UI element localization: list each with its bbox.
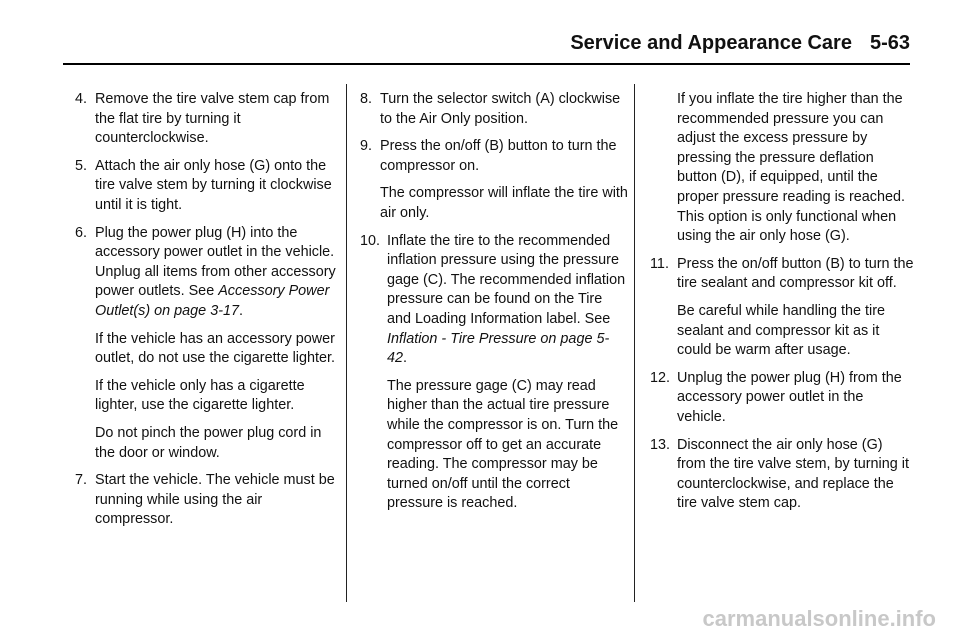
step-5: [75, 157, 337, 216]
column-divider-1: [346, 84, 347, 602]
step-body: [95, 224, 337, 322]
step-4: [75, 90, 337, 149]
step-6-note-1: If the vehicle has an accessory power outlet, do not use the cigarette lighter.: [95, 330, 336, 367]
step-number: 4.: [75, 91, 88, 107]
cross-reference-link[interactable]: Accessory Power Outlet(s) on page 3-17: [95, 283, 330, 319]
column-3: [650, 90, 915, 522]
step-9-note: The compressor will inflate the tire with air only.: [380, 185, 628, 221]
step-text: Remove the tire valve stem cap from the flat tire by turning it counterclockwise.: [95, 91, 330, 147]
step-text-end: .: [239, 302, 243, 319]
step-12: [650, 369, 915, 428]
step-text: Start the vehicle. The vehicle must be running while using the air compressor.: [95, 472, 335, 528]
step-10-note-1: The pressure gage (C) may read higher than the actual tire pressure while the compressor is on. Turn the compressor off to get an accurate reading. The compressor may be turned on/off until the correct pressure is reached.: [387, 377, 619, 512]
cross-reference-link[interactable]: Inflation - Tire Pressure on page 5-42: [387, 330, 610, 367]
step-8: [360, 90, 628, 129]
step-number: 7.: [75, 472, 88, 489]
step-9: [360, 137, 628, 176]
step-body: [387, 232, 628, 369]
watermark-logo: carmanualsonline.info: [702, 606, 936, 631]
step-number: 5.: [75, 157, 88, 174]
column-2: [360, 90, 628, 522]
step-number: 12.: [650, 369, 671, 386]
step-text: Unplug the power plug (H) from the accessory power outlet in the vehicle.: [677, 369, 902, 425]
step-number: 9.: [360, 138, 373, 155]
step-text-end: .: [403, 350, 408, 367]
step-text: Disconnect the air only hose (G) from the tire valve stem, by turning it counterclockwise, and replace the tire valve stem cap.: [677, 436, 909, 512]
step-6-note-3: Do not pinch the power plug cord in the door or window.: [95, 424, 322, 461]
column-1: [75, 90, 337, 538]
step-text: Turn the selector switch (A) clockwise to the Air Only position.: [380, 91, 621, 127]
step-6: [75, 224, 337, 322]
step-number: 10.: [360, 232, 381, 249]
step-text: Plug the power plug (H) into the accessory power outlet in the vehicle. Unplug all items from other accessory power outlets. See: [95, 224, 336, 300]
step-11: [650, 255, 915, 294]
step-text: Attach the air only hose (G) onto the tire valve stem by turning it clockwise until it is tight.: [95, 157, 332, 213]
step-6-note-2: If the vehicle only has a cigarette lighter, use the cigarette lighter.: [95, 377, 305, 414]
page-number: 5-63: [869, 32, 910, 54]
step-number: 8.: [360, 91, 373, 107]
step-text: Inflate the tire to the recommended inflation pressure using the pressure gage (C). The recommended inflation pressure can be found on the Tire and Loading Information label. See: [387, 232, 626, 327]
step-11-note: Be careful while handling the tire sealant and compressor kit as it could be warm after usage.: [677, 302, 885, 359]
step-number: 13.: [650, 436, 671, 453]
step-number: 6.: [75, 224, 88, 241]
step-text: Press the on/off button (B) to turn the tire sealant and compressor kit off.: [677, 255, 914, 292]
step-7: [75, 471, 337, 530]
step-10-note-2: If you inflate the tire higher than the recommended pressure you can adjust the excess pressure by pressing the pressure deflation button (D), if equipped, until the proper pressure reading is reached. This option is only functional when using the air only hose (G).: [677, 91, 905, 245]
step-number: 11.: [650, 255, 669, 272]
column-divider-2: [634, 84, 635, 602]
header-rule: [63, 63, 910, 65]
section-title: Service and Appearance Care: [570, 32, 852, 54]
page-header: [570, 32, 910, 55]
step-13: [650, 436, 915, 514]
step-10: [360, 232, 628, 369]
step-text: Press the on/off (B) button to turn the compressor on.: [380, 138, 617, 174]
